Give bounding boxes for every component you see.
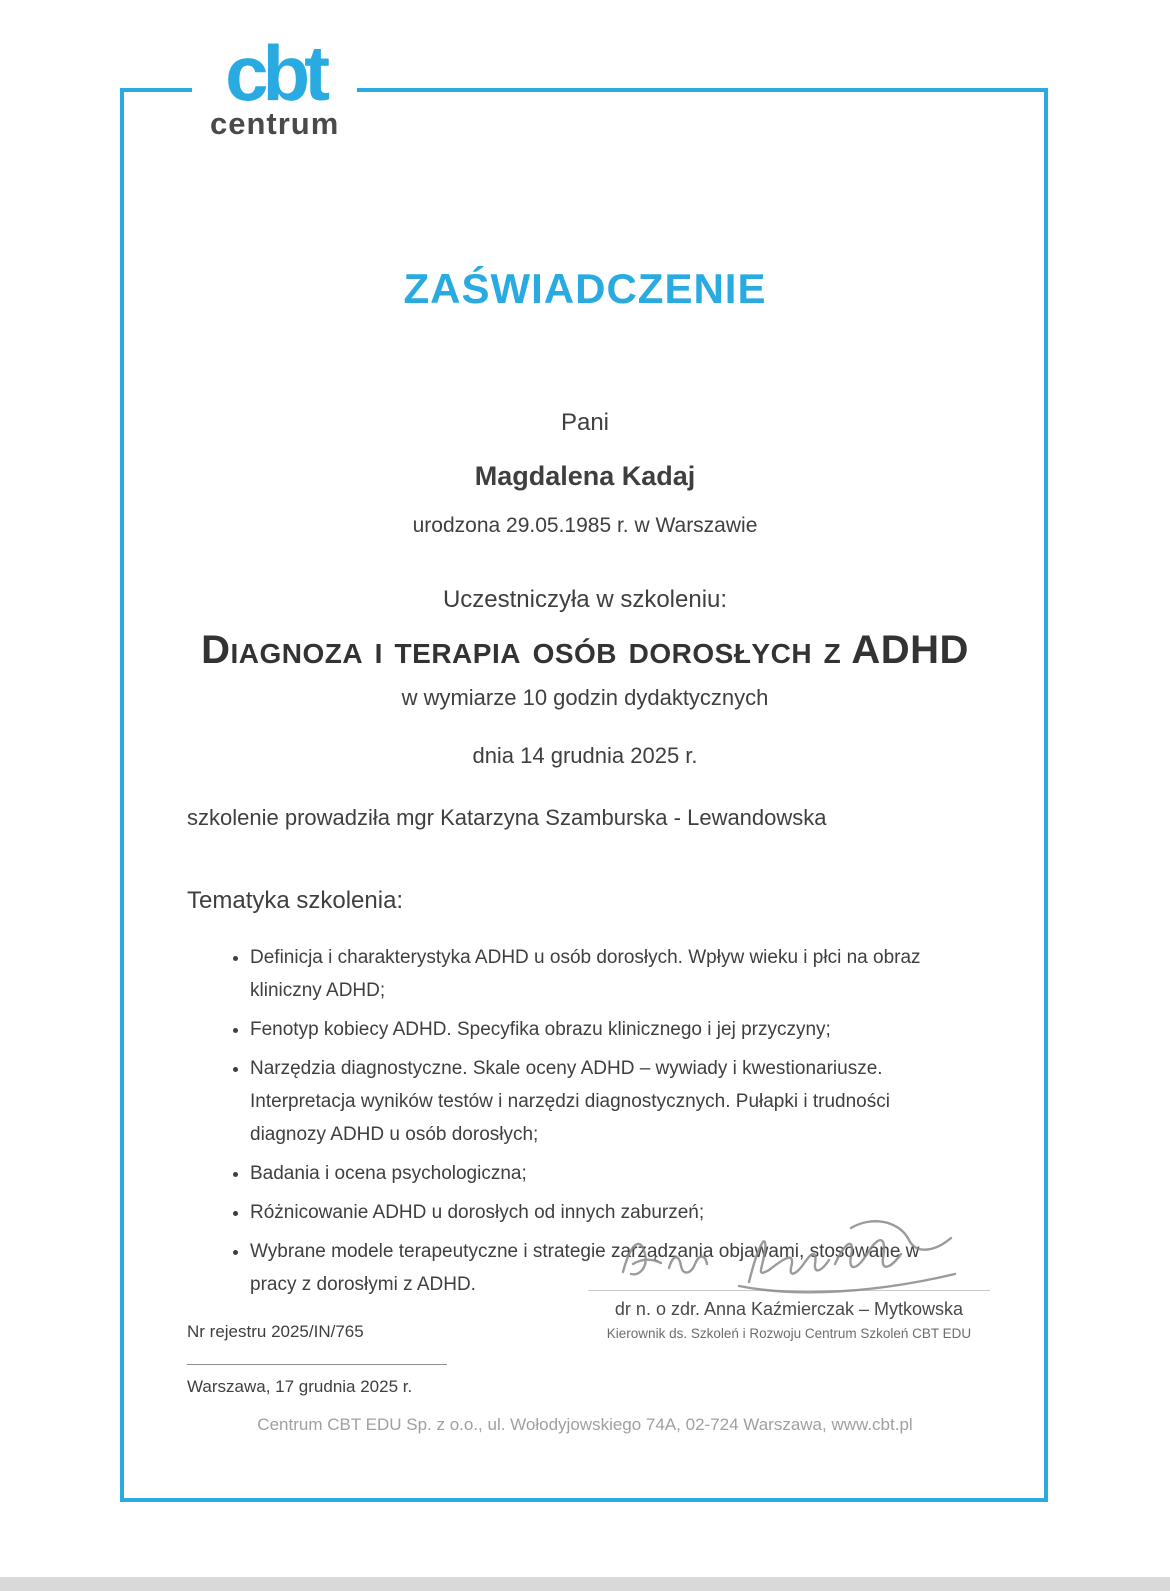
bottom-strip: [0, 1577, 1170, 1591]
trainer-line: szkolenie prowadziła mgr Katarzyna Szamburska - Lewandowska: [187, 805, 827, 830]
course-title: Diagnoza i terapia osób dorosłych z ADHD: [201, 628, 969, 672]
footer-address: Centrum CBT EDU Sp. z o.o., ul. Wołodyjowskiego 74A, 02-724 Warszawa, www.cbt.pl: [257, 1415, 913, 1434]
recipient-prefix: Pani: [560, 409, 610, 436]
signer-role: Kierownik ds. Szkoleń i Rozwoju Centrum Szkoleń CBT EDU: [606, 1326, 972, 1341]
recipient-name: Magdalena Kadaj: [474, 461, 696, 491]
place-and-date: Warszawa, 17 grudnia 2025 r.: [187, 1377, 413, 1396]
cbt-logo-subtitle: centrum: [210, 106, 340, 142]
cbt-logo: [192, 29, 357, 146]
certificate-content: [140, 0, 1030, 1307]
signature-icon: [599, 1212, 979, 1296]
topic-item: • Różnicowanie ADHD u dorosłych od innych zaburzeń;: [250, 1196, 960, 1229]
participation-line: Uczestniczyła w szkoleniu:: [442, 586, 728, 613]
topic-item: • Wybrane modele terapeutyczne i strategie zarządzania objawami, stosowane w pracy z dorosłymi z ADHD.: [250, 1235, 960, 1301]
topic-item: • Definicja i charakterystyka ADHD u osób dorosłych. Wpływ wieku i płci na obraz kliniczny ADHD;: [250, 941, 960, 1007]
course-duration: w wymiarze 10 godzin dydaktycznych: [401, 685, 769, 710]
topic-item: • Badania i ocena psychologiczna;: [250, 1157, 960, 1190]
cbt-logo-wordmark: cbt: [225, 29, 325, 117]
registry-divider: [187, 1364, 447, 1365]
course-date: dnia 14 grudnia 2025 r.: [472, 743, 698, 768]
registry-number: Nr rejestru 2025/IN/765: [187, 1322, 364, 1341]
registry-block: [187, 1322, 447, 1397]
topics-heading: Tematyka szkolenia:: [187, 887, 404, 914]
signer-name: dr n. o zdr. Anna Kaźmierczak – Mytkowska: [614, 1299, 964, 1319]
signature-block: [588, 1212, 990, 1341]
certificate-title: ZAŚWIADCZENIE: [403, 265, 767, 312]
birth-info: urodzona 29.05.1985 r. w Warszawie: [412, 514, 758, 537]
topic-item: • Narzędzia diagnostyczne. Skale oceny ADHD – wywiady i kwestionariusze. Interpretacja wyników testów i narzędzi diagnostycznych. Pułapki i trudności diagnozy ADHD u osób dorosłych;: [250, 1052, 960, 1151]
topic-item: • Fenotyp kobiecy ADHD. Specyfika obrazu klinicznego i jej przyczyny;: [250, 1013, 960, 1046]
